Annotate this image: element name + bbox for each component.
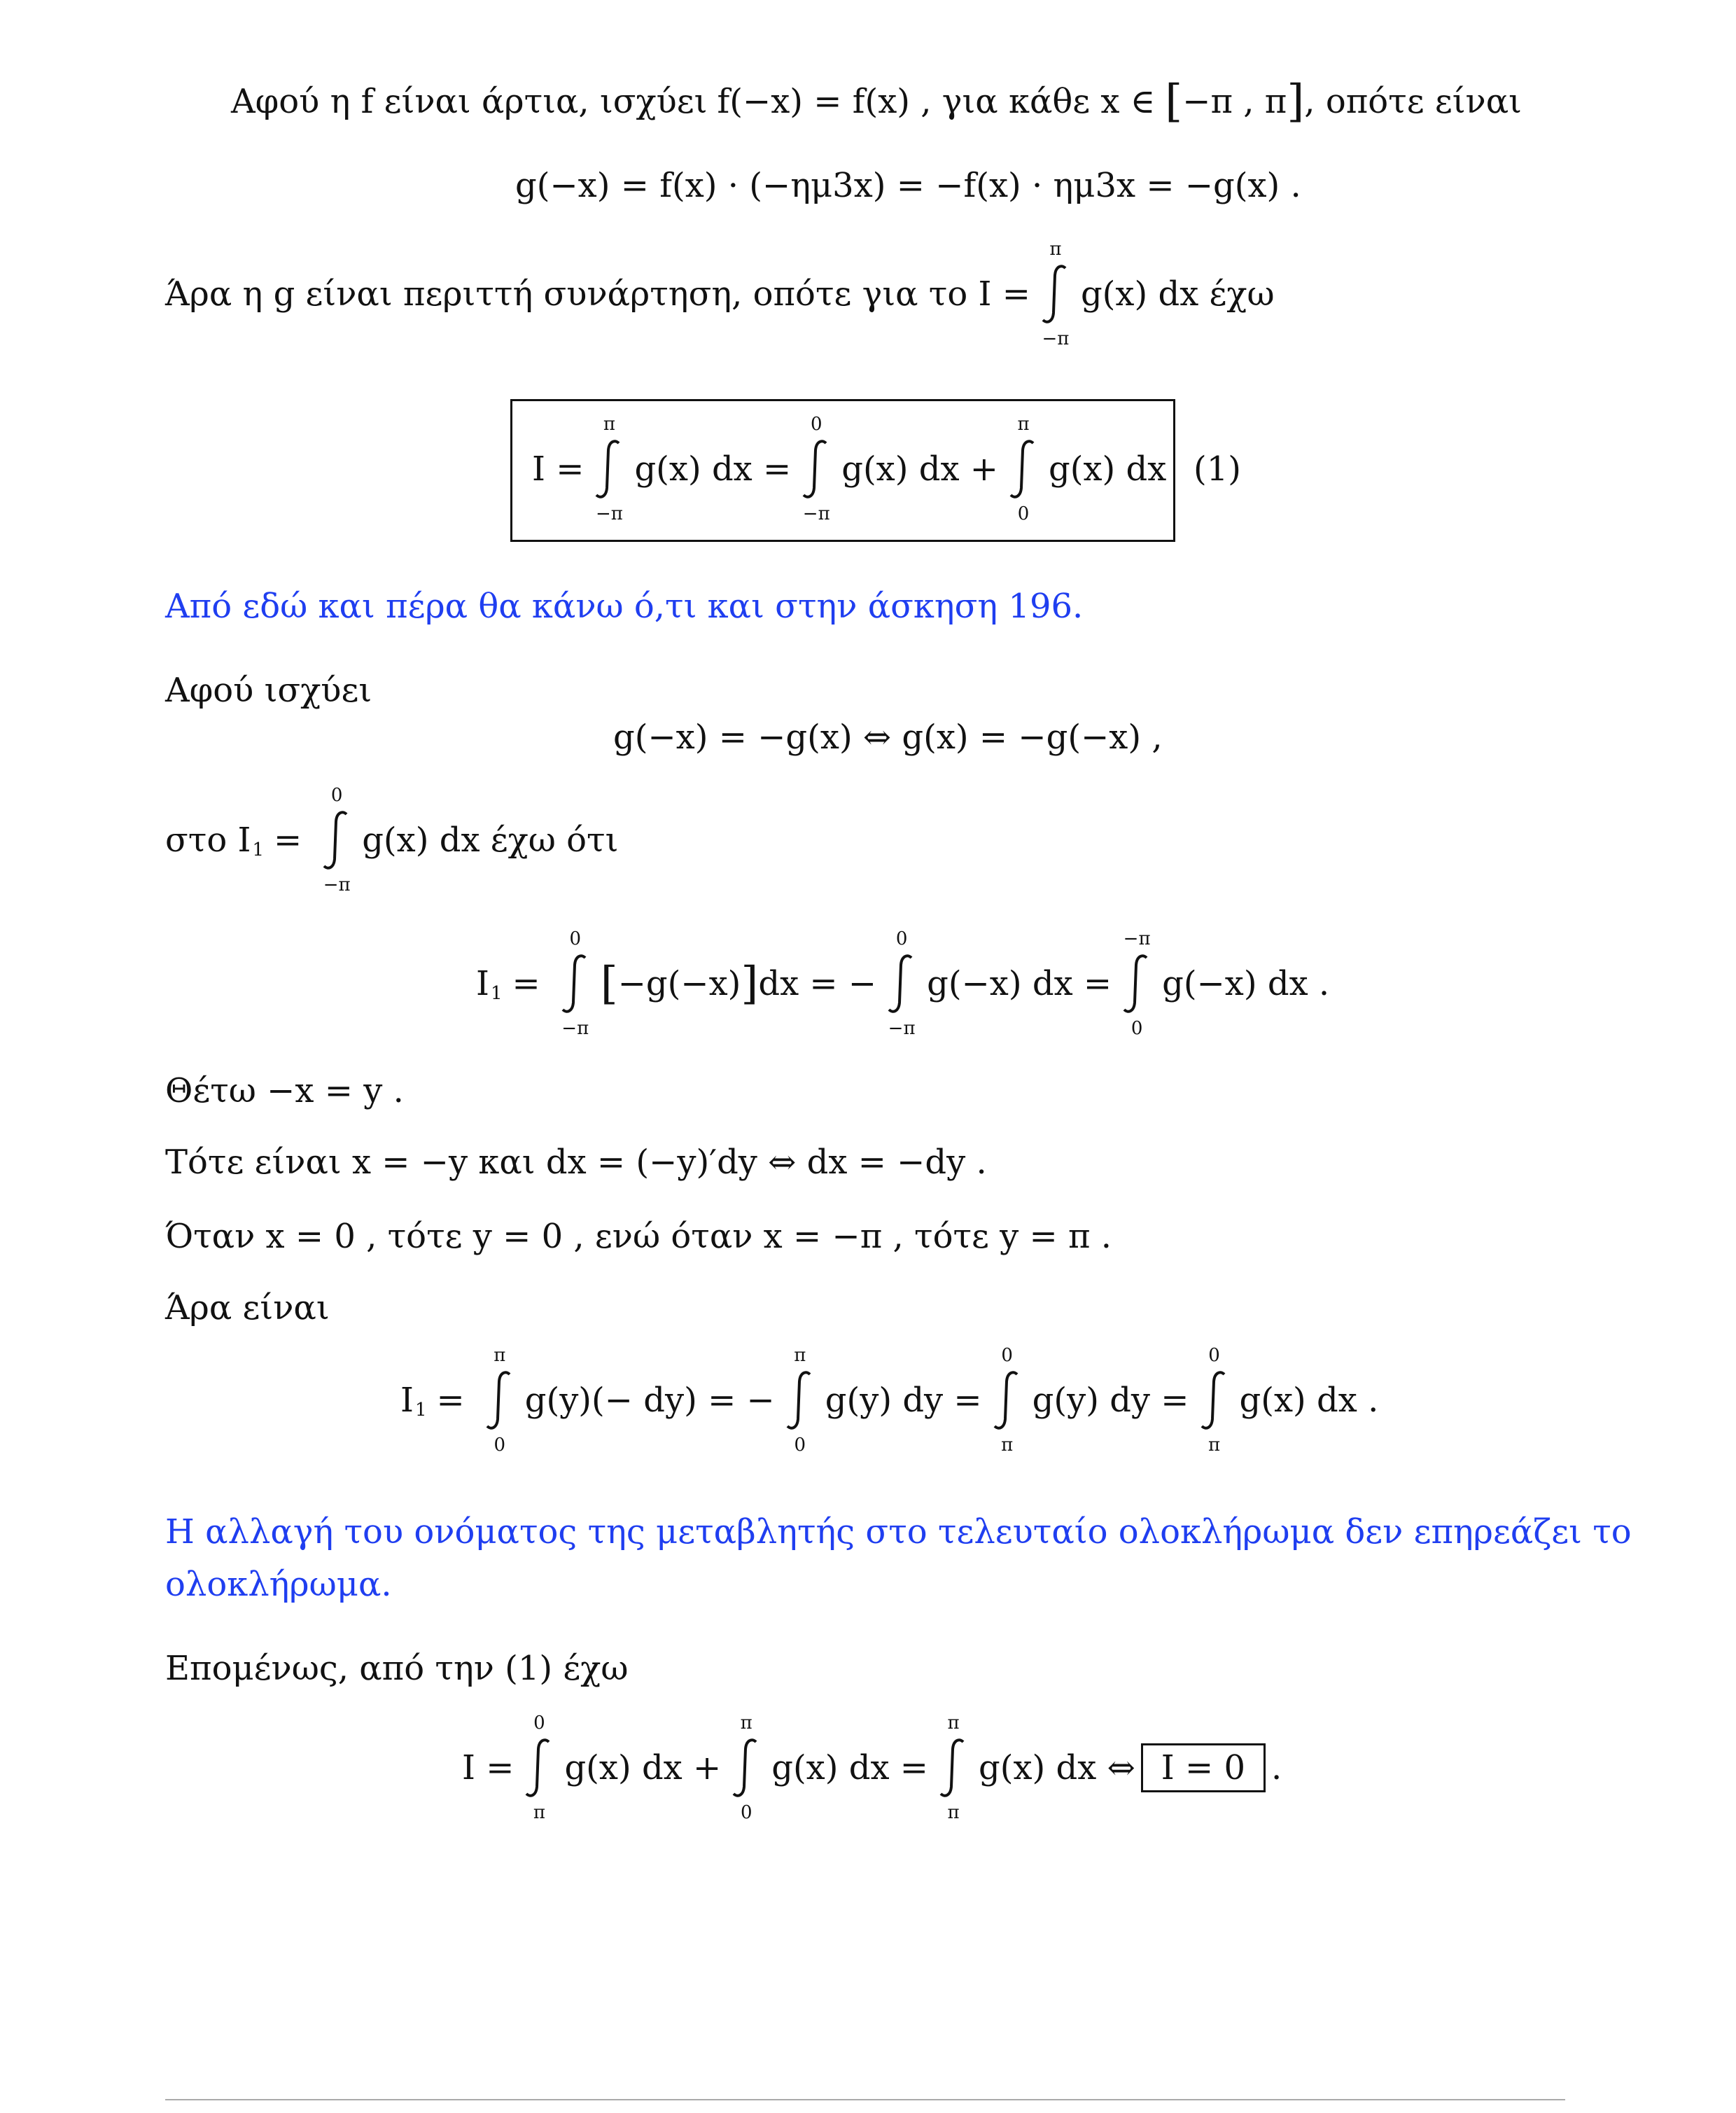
integral-sign [1035, 239, 1077, 349]
lower-limit: π [1208, 1435, 1221, 1456]
integral-sign [1116, 928, 1158, 1039]
integral-sign [779, 1345, 821, 1456]
paragraph-even-function: Αφού η f είναι άρτια, ισχύει f(−x) = f(x) , για κάθε x ∈ [ −π , π ] , οπότε είναι [231, 76, 1522, 127]
p1-text-b: f(−x) = f(x) , για κάθε x ∈ [717, 82, 1156, 121]
upper-limit: π [603, 414, 615, 435]
upper-limit: 0 [1001, 1345, 1013, 1366]
equals-sign: = [273, 821, 302, 860]
p2-text-b: g(x) dx έχω [1080, 274, 1275, 314]
integral-sign [588, 414, 630, 524]
eq5-term1: g(y)(− dy) = − [524, 1381, 775, 1420]
upper-limit: 0 [895, 928, 908, 949]
note-exercise-reference: Από εδώ και πέρα θα κάνω ό,τι και στην άσκηση 196. [165, 587, 1084, 626]
upper-limit: π [947, 1713, 960, 1734]
upper-limit: π [1017, 414, 1030, 435]
p1-text-a: Αφού η f είναι άρτια, ισχύει [231, 82, 708, 121]
lower-limit: −π [323, 874, 351, 895]
integral-sign [1002, 414, 1044, 524]
p4-text-a: στο I [165, 821, 251, 860]
eq4-term1: −g(−x) [617, 964, 741, 1003]
eq6-end: . [1271, 1748, 1282, 1787]
paragraph-since-holds: Αφού ισχύει [165, 671, 372, 710]
integral-sign [795, 414, 837, 524]
p1-interval: −π , π [1182, 82, 1287, 121]
integral-sign [316, 785, 358, 895]
paragraph-define-i1 [165, 785, 619, 895]
lower-limit: −π [596, 503, 623, 524]
upper-limit: π [493, 1345, 506, 1366]
integral-sign [479, 1345, 521, 1456]
lower-limit: π [947, 1802, 960, 1823]
lower-limit: 0 [1017, 503, 1030, 524]
eq6-lhs: I = [462, 1748, 514, 1787]
equals-sign: = [436, 1381, 465, 1420]
equation-i1-rewrite: I 1 = 0 −π [ −g(−x) ] dx = − 0 −π g(−x) dx = −π 0 g(−x) dx . [476, 928, 1330, 1039]
subscript: 1 [414, 1400, 427, 1421]
integral-sign [932, 1713, 974, 1823]
p1-text-d: , οπότε είναι [1304, 82, 1522, 121]
p4-text-b: g(x) dx έχω ότι [362, 821, 619, 860]
eq2-tag: (1) [1194, 449, 1241, 489]
eq4-lhs: I [476, 964, 489, 1003]
paragraph-therefore: Άρα είναι [165, 1288, 330, 1327]
eq5-term2: g(y) dy = [825, 1381, 982, 1420]
eq4-term3: g(−x) dx . [1162, 964, 1330, 1003]
eq1-text: g(−x) = f(x) · (−ημ3x) = −f(x) · ημ3x = −g(x) . [515, 166, 1301, 205]
upper-limit: π [740, 1713, 752, 1734]
integral-sign [725, 1713, 767, 1823]
note-variable-rename-line2: ολοκλήρωμα. [165, 1565, 392, 1604]
lower-limit: −π [888, 1018, 916, 1039]
integral-sign [518, 1713, 560, 1823]
subscript: 1 [490, 983, 503, 1004]
eq5-lhs: I [400, 1381, 414, 1420]
eq2-term2: g(x) dx + [841, 449, 998, 489]
p2-text-a: Άρα η g είναι περιττή συνάρτηση, οπότε για το I = [165, 274, 1030, 314]
upper-limit: 0 [533, 1713, 545, 1734]
paragraph-substitution: Θέτω −x = y . [165, 1071, 404, 1110]
lower-limit: 0 [794, 1435, 806, 1456]
lower-limit: 0 [493, 1435, 505, 1456]
paragraph-limits: Όταν x = 0 , τότε y = 0 , ενώ όταν x = −π , τότε y = π . [165, 1217, 1112, 1256]
equation-tag [1194, 445, 1241, 494]
upper-limit: 0 [569, 928, 581, 949]
upper-limit: π [1049, 239, 1062, 260]
eq6-term1: g(x) dx + [564, 1748, 722, 1787]
paragraph-differential: Τότε είναι x = −y και dx = (−y)′dy ⇔ dx = −dy . [165, 1143, 987, 1182]
eq5-term4: g(x) dx . [1239, 1381, 1379, 1420]
paragraph-odd-function [165, 239, 1275, 349]
equation-g-odd [515, 161, 1301, 210]
eq2-term3: g(x) dx [1049, 449, 1167, 489]
integral-sign [1194, 1345, 1236, 1456]
integral-sign [554, 928, 596, 1039]
eq6-term2: g(x) dx = [771, 1748, 928, 1787]
subscript: 1 [252, 839, 264, 860]
lower-limit: π [533, 1802, 545, 1823]
eq2-lhs: I = [532, 449, 584, 489]
equals-sign: = [512, 964, 540, 1003]
paragraph-consequently: Επομένως, από την (1) έχω [165, 1649, 629, 1688]
equation-i1-substituted [400, 1345, 1379, 1456]
eq5-term3: g(y) dy = [1032, 1381, 1189, 1420]
eq4-term1b: dx = − [758, 964, 877, 1003]
lower-limit: 0 [1130, 1018, 1143, 1039]
lower-limit: 0 [740, 1802, 752, 1823]
integral-sign [986, 1345, 1028, 1456]
eq4-term2: g(−x) dx = [927, 964, 1112, 1003]
upper-limit: 0 [1208, 1345, 1220, 1366]
upper-limit: 0 [810, 414, 822, 435]
equation-split-integral [532, 414, 1167, 524]
equation-final-result [462, 1713, 1282, 1823]
lower-limit: −π [561, 1018, 589, 1039]
lower-limit: −π [1042, 328, 1070, 349]
lower-limit: −π [802, 503, 830, 524]
footer-divider [165, 2099, 1565, 2100]
eq6-term3: g(x) dx ⇔ [979, 1748, 1135, 1787]
lower-limit: π [1001, 1435, 1014, 1456]
upper-limit: 0 [330, 785, 343, 806]
upper-limit: −π [1123, 928, 1151, 949]
integral-sign [881, 928, 923, 1039]
note-variable-rename-line1: Η αλλαγή του ονόματος της μεταβλητής στο τελευταίο ολοκλήρωμα δεν επηρεάζει το [165, 1512, 1632, 1551]
boxed-answer: I = 0 [1141, 1743, 1266, 1792]
upper-limit: π [794, 1345, 806, 1366]
equation-odd-identity: g(−x) = −g(x) ⇔ g(x) = −g(−x) , [613, 718, 1163, 757]
eq2-term1: g(x) dx = [634, 449, 792, 489]
